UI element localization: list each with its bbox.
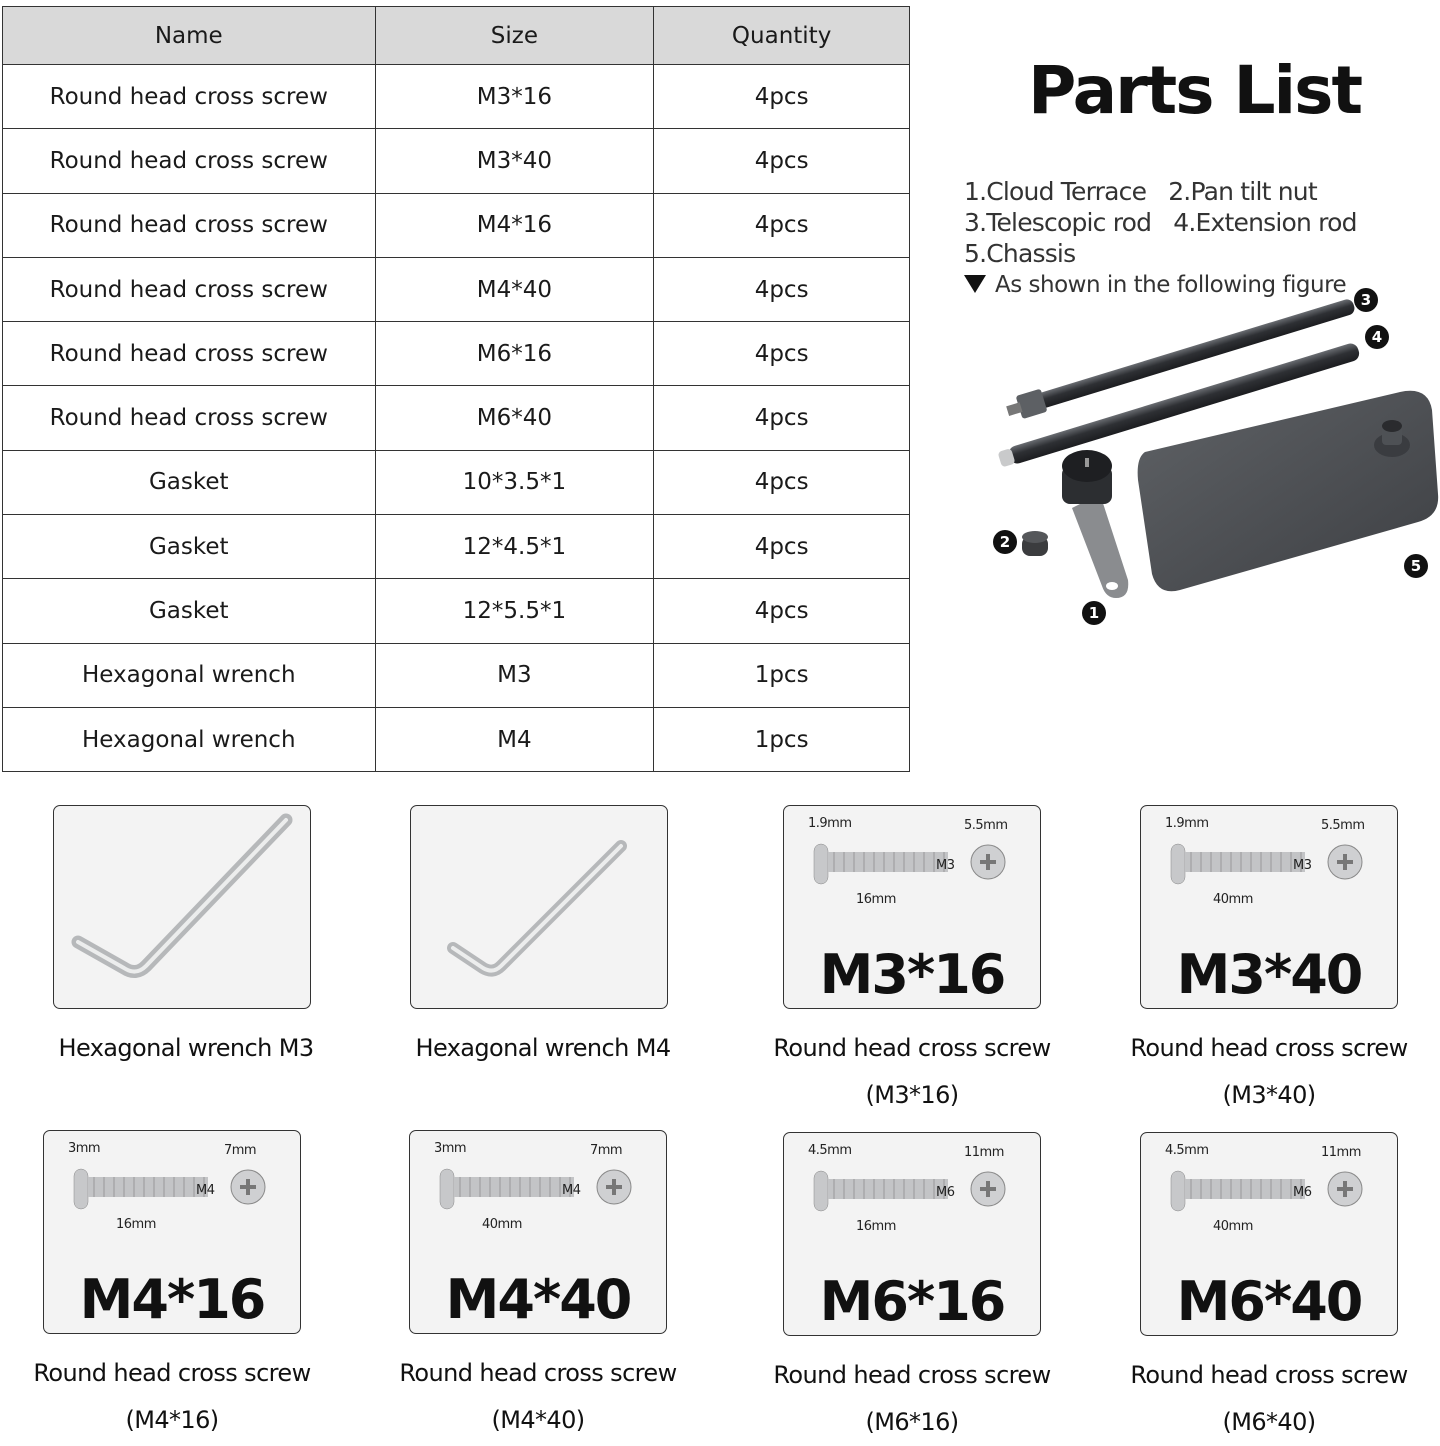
legend-item: 5.Chassis	[964, 239, 1076, 268]
hex-wrench-icon	[54, 806, 311, 1009]
length-dimension: 16mm	[856, 892, 896, 907]
cell-qty: 4pcs	[654, 450, 910, 514]
caption-screw-m4-16	[2, 1350, 342, 1444]
cell-qty: 4pcs	[654, 257, 910, 321]
card-screw-m3-40	[1140, 805, 1398, 1009]
diameter-dimension: 5.5mm	[964, 818, 1008, 833]
length-dimension: 40mm	[1213, 892, 1253, 907]
cell-size: M4*40	[375, 257, 654, 321]
caption-line: Round head cross screw	[33, 1359, 311, 1387]
cell-qty: 1pcs	[654, 643, 910, 707]
caption-line: (M6*40)	[1222, 1408, 1316, 1436]
card-hex-wrench-m4	[410, 805, 668, 1009]
caption-screw-m6-40	[1099, 1352, 1439, 1446]
parts-table	[2, 6, 910, 772]
screw-size-label: M4*40	[445, 1268, 631, 1331]
screw-icon	[1161, 1149, 1381, 1229]
card-screw-m4-40	[409, 1130, 667, 1334]
badge-1: 1	[1082, 601, 1106, 625]
cell-name: Round head cross screw	[3, 386, 376, 450]
screw-size-label: M4*16	[79, 1268, 265, 1331]
cell-qty: 4pcs	[654, 193, 910, 257]
header-name: Name	[3, 7, 376, 65]
caption-line: Round head cross screw	[773, 1034, 1051, 1062]
legend-item: 4.Extension rod	[1173, 208, 1357, 237]
diameter-dimension: 11mm	[1321, 1145, 1361, 1160]
length-dimension: 16mm	[856, 1219, 896, 1234]
head-dimension: 3mm	[434, 1141, 467, 1156]
cell-size: 12*4.5*1	[375, 515, 654, 579]
diameter-dimension: 7mm	[590, 1143, 623, 1158]
header-size: Size	[375, 7, 654, 65]
cell-qty: 1pcs	[654, 707, 910, 771]
table-header-row	[3, 7, 910, 65]
caption-line: (M6*16)	[865, 1408, 959, 1436]
table-row	[3, 579, 910, 643]
cell-name: Round head cross screw	[3, 193, 376, 257]
cell-name: Hexagonal wrench	[3, 643, 376, 707]
card-screw-m4-16	[43, 1130, 301, 1334]
cell-name: Gasket	[3, 515, 376, 579]
cell-name: Round head cross screw	[3, 322, 376, 386]
badge-3: 3	[1354, 288, 1378, 312]
table-row	[3, 515, 910, 579]
screw-icon	[430, 1147, 650, 1227]
thread-dimension: M3	[936, 858, 955, 873]
cell-name: Hexagonal wrench	[3, 707, 376, 771]
caption-screw-m4-40	[368, 1350, 708, 1444]
header-quantity: Quantity	[654, 7, 910, 65]
cell-qty: 4pcs	[654, 515, 910, 579]
cell-size: 12*5.5*1	[375, 579, 654, 643]
screw-icon	[804, 822, 1024, 902]
caption-hex-wrench-m4	[373, 1025, 713, 1072]
cell-size: M3	[375, 643, 654, 707]
screw-size-label: M3*16	[819, 943, 1005, 1006]
diameter-dimension: 7mm	[224, 1143, 257, 1158]
table-row	[3, 193, 910, 257]
cell-size: M4	[375, 707, 654, 771]
thread-dimension: M3	[1293, 858, 1312, 873]
screw-icon	[804, 1149, 1024, 1229]
thread-dimension: M6	[936, 1185, 955, 1200]
figure-note-text: As shown in the following figure	[995, 272, 1347, 298]
cell-name: Round head cross screw	[3, 129, 376, 193]
cell-size: M6*16	[375, 322, 654, 386]
table-row	[3, 65, 910, 129]
cell-name: Gasket	[3, 450, 376, 514]
screw-icon	[1161, 822, 1381, 902]
legend-item: 2.Pan tilt nut	[1168, 177, 1317, 206]
cell-size: M4*16	[375, 193, 654, 257]
table-row	[3, 386, 910, 450]
parts-legend	[964, 176, 1379, 269]
cell-qty: 4pcs	[654, 322, 910, 386]
length-dimension: 40mm	[1213, 1219, 1253, 1234]
cell-qty: 4pcs	[654, 579, 910, 643]
head-dimension: 3mm	[68, 1141, 101, 1156]
cell-qty: 4pcs	[654, 129, 910, 193]
caption-line: Hexagonal wrench M3	[58, 1034, 314, 1062]
caption-line: (M3*16)	[865, 1081, 959, 1109]
table-row	[3, 643, 910, 707]
table-row	[3, 322, 910, 386]
table-row	[3, 707, 910, 771]
cell-qty: 4pcs	[654, 65, 910, 129]
caption-line: (M4*16)	[125, 1406, 219, 1434]
caption-screw-m3-16	[742, 1025, 1082, 1119]
cell-size: M3*16	[375, 65, 654, 129]
cell-name: Round head cross screw	[3, 257, 376, 321]
cell-name: Round head cross screw	[3, 65, 376, 129]
caption-line: Round head cross screw	[1130, 1034, 1408, 1062]
head-dimension: 4.5mm	[1165, 1143, 1209, 1158]
caption-line: (M3*40)	[1222, 1081, 1316, 1109]
cell-size: M6*40	[375, 386, 654, 450]
hex-wrench-icon	[411, 806, 668, 1009]
cell-size: M3*40	[375, 129, 654, 193]
head-dimension: 1.9mm	[1165, 816, 1209, 831]
head-dimension: 1.9mm	[808, 816, 852, 831]
card-screw-m3-16	[783, 805, 1041, 1009]
badge-4: 4	[1365, 325, 1389, 349]
caption-line: Hexagonal wrench M4	[415, 1034, 671, 1062]
screw-size-label: M3*40	[1176, 943, 1362, 1006]
caption-line: (M4*40)	[491, 1406, 585, 1434]
length-dimension: 40mm	[482, 1217, 522, 1232]
screw-size-label: M6*16	[819, 1270, 1005, 1333]
caption-line: Round head cross screw	[773, 1361, 1051, 1389]
legend-item: 3.Telescopic rod	[964, 208, 1152, 237]
table-row	[3, 129, 910, 193]
card-hex-wrench-m3	[53, 805, 311, 1009]
parts-list-title: Parts List	[1028, 52, 1362, 129]
caption-line: Round head cross screw	[1130, 1361, 1408, 1389]
caption-screw-m3-40	[1099, 1025, 1439, 1119]
head-dimension: 4.5mm	[808, 1143, 852, 1158]
length-dimension: 16mm	[116, 1217, 156, 1232]
screw-icon	[64, 1147, 284, 1227]
thread-dimension: M4	[196, 1183, 215, 1198]
caption-screw-m6-16	[742, 1352, 1082, 1446]
cell-qty: 4pcs	[654, 386, 910, 450]
diameter-dimension: 5.5mm	[1321, 818, 1365, 833]
parts-illustration	[960, 280, 1440, 630]
screw-size-label: M6*40	[1176, 1270, 1362, 1333]
cell-size: 10*3.5*1	[375, 450, 654, 514]
card-screw-m6-16	[783, 1132, 1041, 1336]
table-row	[3, 450, 910, 514]
badge-2: 2	[993, 530, 1017, 554]
cell-name: Gasket	[3, 579, 376, 643]
caption-line: Round head cross screw	[399, 1359, 677, 1387]
thread-dimension: M4	[562, 1183, 581, 1198]
legend-item: 1.Cloud Terrace	[964, 177, 1147, 206]
diameter-dimension: 11mm	[964, 1145, 1004, 1160]
card-screw-m6-40	[1140, 1132, 1398, 1336]
thread-dimension: M6	[1293, 1185, 1312, 1200]
table-row	[3, 257, 910, 321]
badge-5: 5	[1404, 554, 1428, 578]
caption-hex-wrench-m3	[16, 1025, 356, 1072]
